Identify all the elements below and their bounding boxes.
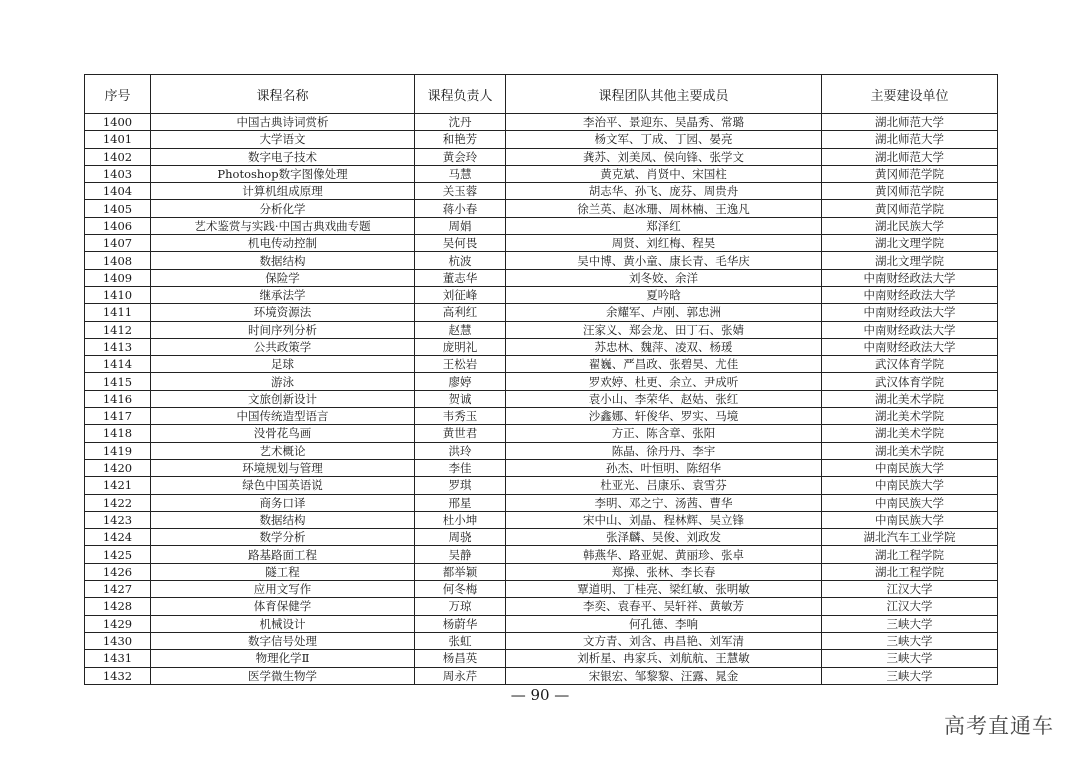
cell-course-name: 体育保健学 <box>151 598 415 615</box>
cell-course-lead: 杨蔚华 <box>415 615 506 632</box>
cell-course-lead: 庞明礼 <box>415 338 506 355</box>
table-row <box>85 459 998 476</box>
table-row <box>85 235 998 252</box>
cell-index: 1409 <box>85 269 151 286</box>
cell-team-members: 文方青、刘含、冉昌艳、刘军清 <box>506 632 822 649</box>
cell-course-lead: 周骁 <box>415 529 506 546</box>
cell-course-lead: 张虹 <box>415 632 506 649</box>
cell-team-members: 黄克斌、肖贤中、宋国柱 <box>506 165 822 182</box>
cell-course-lead: 黄世君 <box>415 425 506 442</box>
table-row <box>85 286 998 303</box>
cell-institution: 湖北美术学院 <box>822 390 998 407</box>
cell-team-members: 韩燕华、路亚妮、黄丽珍、张卓 <box>506 546 822 563</box>
cell-institution: 湖北美术学院 <box>822 442 998 459</box>
cell-course-lead: 高利红 <box>415 304 506 321</box>
cell-course-lead: 杭波 <box>415 252 506 269</box>
table-row <box>85 650 998 667</box>
cell-index: 1410 <box>85 286 151 303</box>
cell-course-lead: 廖婷 <box>415 373 506 390</box>
cell-institution: 湖北师范大学 <box>822 148 998 165</box>
cell-team-members: 李治平、景迎东、吴晶秀、常璐 <box>506 114 822 131</box>
cell-course-name: 中国古典诗词赏析 <box>151 114 415 131</box>
cell-team-members: 汪家义、郑会龙、田丁石、张婧 <box>506 321 822 338</box>
cell-index: 1430 <box>85 632 151 649</box>
cell-team-members: 苏忠林、魏萍、凌双、杨瑗 <box>506 338 822 355</box>
cell-team-members: 陈晶、徐丹丹、李宇 <box>506 442 822 459</box>
cell-institution: 武汉体育学院 <box>822 356 998 373</box>
cell-institution: 中南民族大学 <box>822 459 998 476</box>
cell-index: 1416 <box>85 390 151 407</box>
cell-course-name: 绿色中国英语说 <box>151 477 415 494</box>
cell-course-name: 数据结构 <box>151 252 415 269</box>
cell-index: 1414 <box>85 356 151 373</box>
cell-course-name: 数学分析 <box>151 529 415 546</box>
cell-course-name: 数据结构 <box>151 511 415 528</box>
cell-team-members: 余耀军、卢刚、郭忠洲 <box>506 304 822 321</box>
header-index: 序号 <box>85 75 151 114</box>
cell-index: 1426 <box>85 563 151 580</box>
cell-course-lead: 洪玲 <box>415 442 506 459</box>
cell-course-lead: 贺诚 <box>415 390 506 407</box>
cell-index: 1415 <box>85 373 151 390</box>
cell-institution: 三峡大学 <box>822 615 998 632</box>
cell-team-members: 郑操、张林、李长春 <box>506 563 822 580</box>
cell-institution: 江汉大学 <box>822 581 998 598</box>
table-row <box>85 408 998 425</box>
table-body <box>85 114 998 685</box>
cell-course-lead: 刘征峰 <box>415 286 506 303</box>
table-row <box>85 304 998 321</box>
table-row <box>85 217 998 234</box>
cell-team-members: 何孔德、李响 <box>506 615 822 632</box>
cell-course-lead: 万琼 <box>415 598 506 615</box>
cell-team-members: 杨文军、丁成、丁园、晏亮 <box>506 131 822 148</box>
table-row <box>85 183 998 200</box>
cell-team-members: 刘析星、冉家兵、刘航航、王慧敏 <box>506 650 822 667</box>
cell-team-members: 李明、邓之宁、汤茜、曹华 <box>506 494 822 511</box>
table-row <box>85 321 998 338</box>
cell-course-name: 隧工程 <box>151 563 415 580</box>
cell-course-name: 分析化学 <box>151 200 415 217</box>
table-row <box>85 615 998 632</box>
table-row <box>85 390 998 407</box>
cell-team-members: 宋银宏、邹黎黎、汪露、晁金 <box>506 667 822 684</box>
cell-institution: 湖北汽车工业学院 <box>822 529 998 546</box>
cell-index: 1413 <box>85 338 151 355</box>
cell-institution: 湖北文理学院 <box>822 235 998 252</box>
cell-course-name: 公共政策学 <box>151 338 415 355</box>
cell-team-members: 罗欢婷、杜更、余立、尹成听 <box>506 373 822 390</box>
table-row <box>85 598 998 615</box>
cell-institution: 中南民族大学 <box>822 494 998 511</box>
cell-course-name: 时间序列分析 <box>151 321 415 338</box>
cell-team-members: 覃道明、丁桂亮、梁红敏、张明敏 <box>506 581 822 598</box>
cell-course-lead: 杨昌英 <box>415 650 506 667</box>
cell-course-name: 文旅创新设计 <box>151 390 415 407</box>
cell-index: 1421 <box>85 477 151 494</box>
cell-institution: 武汉体育学院 <box>822 373 998 390</box>
cell-course-lead: 王松岩 <box>415 356 506 373</box>
cell-course-name: 数字电子技术 <box>151 148 415 165</box>
cell-team-members: 翟巍、严昌政、张碧昊、尤佳 <box>506 356 822 373</box>
cell-course-lead: 沈丹 <box>415 114 506 131</box>
cell-course-name: 足球 <box>151 356 415 373</box>
cell-index: 1428 <box>85 598 151 615</box>
cell-institution: 湖北工程学院 <box>822 563 998 580</box>
cell-institution: 湖北民族大学 <box>822 217 998 234</box>
cell-index: 1406 <box>85 217 151 234</box>
cell-team-members: 周贤、刘红梅、程昊 <box>506 235 822 252</box>
cell-course-lead: 马慧 <box>415 165 506 182</box>
cell-institution: 江汉大学 <box>822 598 998 615</box>
table-row <box>85 373 998 390</box>
header-team-members: 课程团队其他主要成员 <box>506 75 822 114</box>
cell-index: 1419 <box>85 442 151 459</box>
cell-institution: 中南民族大学 <box>822 477 998 494</box>
table-row <box>85 442 998 459</box>
cell-index: 1427 <box>85 581 151 598</box>
table-row <box>85 632 998 649</box>
cell-index: 1418 <box>85 425 151 442</box>
table-row <box>85 148 998 165</box>
cell-institution: 湖北工程学院 <box>822 546 998 563</box>
cell-course-name: 大学语文 <box>151 131 415 148</box>
cell-index: 1417 <box>85 408 151 425</box>
table-row <box>85 667 998 684</box>
cell-course-name: 数字信号处理 <box>151 632 415 649</box>
cell-course-lead: 罗琪 <box>415 477 506 494</box>
cell-course-name: 计算机组成原理 <box>151 183 415 200</box>
cell-course-lead: 赵慧 <box>415 321 506 338</box>
table-row <box>85 581 998 598</box>
cell-team-members: 夏吟晗 <box>506 286 822 303</box>
table-row <box>85 269 998 286</box>
table-row <box>85 425 998 442</box>
cell-index: 1402 <box>85 148 151 165</box>
cell-course-lead: 关玉蓉 <box>415 183 506 200</box>
cell-index: 1429 <box>85 615 151 632</box>
cell-course-lead: 韦秀玉 <box>415 408 506 425</box>
cell-team-members: 张泽麟、吴俊、刘政发 <box>506 529 822 546</box>
cell-institution: 湖北师范大学 <box>822 131 998 148</box>
cell-index: 1431 <box>85 650 151 667</box>
cell-index: 1400 <box>85 114 151 131</box>
cell-course-lead: 蒋小春 <box>415 200 506 217</box>
cell-institution: 三峡大学 <box>822 667 998 684</box>
cell-institution: 三峡大学 <box>822 650 998 667</box>
table-row <box>85 252 998 269</box>
cell-team-members: 沙鑫娜、轩俊华、罗实、马境 <box>506 408 822 425</box>
cell-course-lead: 和艳芳 <box>415 131 506 148</box>
table-row <box>85 494 998 511</box>
table-row <box>85 114 998 131</box>
cell-index: 1403 <box>85 165 151 182</box>
cell-index: 1412 <box>85 321 151 338</box>
cell-index: 1424 <box>85 529 151 546</box>
cell-course-name: 商务口译 <box>151 494 415 511</box>
cell-course-name: 继承法学 <box>151 286 415 303</box>
cell-course-name: 机电传动控制 <box>151 235 415 252</box>
table-header-row <box>85 75 998 114</box>
course-table <box>84 74 998 685</box>
cell-index: 1420 <box>85 459 151 476</box>
cell-institution: 中南财经政法大学 <box>822 321 998 338</box>
cell-course-name: Photoshop数字图像处理 <box>151 165 415 182</box>
cell-institution: 湖北师范大学 <box>822 114 998 131</box>
cell-team-members: 龚苏、刘美凤、侯向锋、张学文 <box>506 148 822 165</box>
cell-team-members: 袁小山、李荣华、赵姑、张红 <box>506 390 822 407</box>
cell-team-members: 李奕、袁春平、吴轩祥、黄敏芳 <box>506 598 822 615</box>
cell-team-members: 吴中博、黄小童、康长青、毛华庆 <box>506 252 822 269</box>
cell-course-name: 环境规划与管理 <box>151 459 415 476</box>
cell-institution: 三峡大学 <box>822 632 998 649</box>
watermark: 高考直通车 <box>944 714 1054 738</box>
cell-team-members: 宋中山、刘晶、程林辉、吴立锋 <box>506 511 822 528</box>
cell-index: 1404 <box>85 183 151 200</box>
cell-institution: 中南财经政法大学 <box>822 304 998 321</box>
table-row <box>85 477 998 494</box>
cell-team-members: 孙杰、叶恒明、陈绍华 <box>506 459 822 476</box>
header-institution: 主要建设单位 <box>822 75 998 114</box>
table-row <box>85 200 998 217</box>
cell-index: 1425 <box>85 546 151 563</box>
cell-course-lead: 周永芹 <box>415 667 506 684</box>
cell-course-name: 艺术概论 <box>151 442 415 459</box>
cell-institution: 湖北文理学院 <box>822 252 998 269</box>
cell-course-name: 保险学 <box>151 269 415 286</box>
header-course-name: 课程名称 <box>151 75 415 114</box>
cell-institution: 湖北美术学院 <box>822 408 998 425</box>
cell-index: 1408 <box>85 252 151 269</box>
table-row <box>85 338 998 355</box>
cell-institution: 中南民族大学 <box>822 511 998 528</box>
table-row <box>85 131 998 148</box>
cell-team-members: 方正、陈含章、张阳 <box>506 425 822 442</box>
cell-team-members: 杜亚光、吕康乐、袁雪芬 <box>506 477 822 494</box>
cell-course-name: 医学微生物学 <box>151 667 415 684</box>
table-row <box>85 546 998 563</box>
cell-index: 1407 <box>85 235 151 252</box>
cell-course-name: 机械设计 <box>151 615 415 632</box>
cell-index: 1422 <box>85 494 151 511</box>
cell-index: 1401 <box>85 131 151 148</box>
cell-institution: 黄冈师范学院 <box>822 165 998 182</box>
cell-index: 1432 <box>85 667 151 684</box>
table-row <box>85 511 998 528</box>
cell-course-lead: 吴静 <box>415 546 506 563</box>
cell-course-name: 没骨花鸟画 <box>151 425 415 442</box>
cell-institution: 湖北美术学院 <box>822 425 998 442</box>
cell-course-name: 路基路面工程 <box>151 546 415 563</box>
cell-index: 1423 <box>85 511 151 528</box>
cell-course-lead: 邢星 <box>415 494 506 511</box>
cell-team-members: 徐兰英、赵冰珊、周林楠、王逸凡 <box>506 200 822 217</box>
cell-course-lead: 周娟 <box>415 217 506 234</box>
cell-index: 1405 <box>85 200 151 217</box>
cell-institution: 黄冈师范学院 <box>822 200 998 217</box>
cell-institution: 中南财经政法大学 <box>822 338 998 355</box>
table-row <box>85 356 998 373</box>
cell-course-lead: 都举颖 <box>415 563 506 580</box>
cell-course-lead: 李佳 <box>415 459 506 476</box>
table-row <box>85 563 998 580</box>
cell-course-lead: 何冬梅 <box>415 581 506 598</box>
cell-course-lead: 吴何畏 <box>415 235 506 252</box>
cell-institution: 中南财经政法大学 <box>822 286 998 303</box>
cell-course-name: 艺术鉴赏与实践·中国古典戏曲专题 <box>151 217 415 234</box>
cell-institution: 中南财经政法大学 <box>822 269 998 286</box>
cell-course-lead: 黄会玲 <box>415 148 506 165</box>
cell-course-lead: 董志华 <box>415 269 506 286</box>
table-row <box>85 165 998 182</box>
page-number: — 90 — <box>510 686 570 704</box>
cell-institution: 黄冈师范学院 <box>822 183 998 200</box>
table-row <box>85 529 998 546</box>
cell-course-name: 物理化学Ⅱ <box>151 650 415 667</box>
cell-course-name: 游泳 <box>151 373 415 390</box>
cell-course-name: 环境资源法 <box>151 304 415 321</box>
cell-course-name: 应用文写作 <box>151 581 415 598</box>
header-course-lead: 课程负责人 <box>415 75 506 114</box>
cell-course-name: 中国传统造型语言 <box>151 408 415 425</box>
cell-team-members: 郑泽红 <box>506 217 822 234</box>
cell-team-members: 刘冬姣、余洋 <box>506 269 822 286</box>
cell-team-members: 胡志华、孙飞、庞芬、周贵舟 <box>506 183 822 200</box>
cell-course-lead: 杜小坤 <box>415 511 506 528</box>
cell-index: 1411 <box>85 304 151 321</box>
